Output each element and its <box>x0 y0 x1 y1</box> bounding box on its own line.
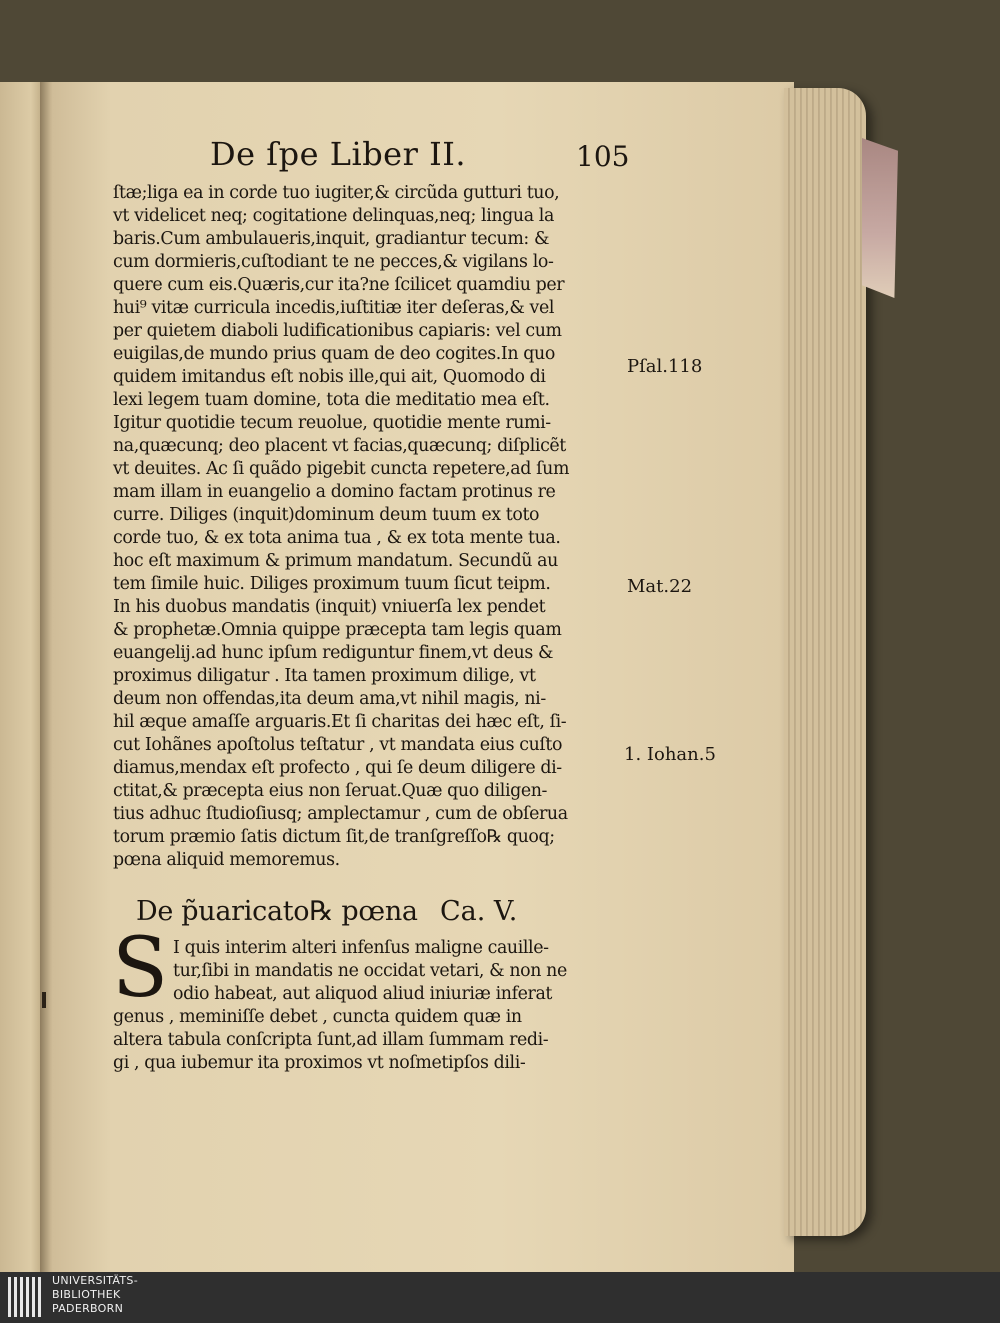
library-logo-icon <box>8 1277 46 1317</box>
text-line: tius adhuc ſtudioſiusq; amplectamur , cum de obſerua <box>113 804 568 824</box>
library-name-line: UNIVERSITÄTS- <box>52 1274 138 1287</box>
text-line: torum præmio ſatis dictum ſit,de tranſgreſſo℞ quoq; <box>113 827 555 847</box>
text-line: In his duobus mandatis (inquit) vniuerſa lex pendet <box>113 597 546 617</box>
text-line: diamus,mendax eſt profecto , qui ſe deum diligere di- <box>113 758 562 778</box>
text-line: deum non offendas,ita deum ama,vt nihil magis, ni- <box>113 689 546 709</box>
chapter-heading: De p̃uaricato℞ pœna <box>136 896 418 927</box>
drop-capital: S <box>112 921 169 1016</box>
text-line: euangelij.ad hunc ipſum rediguntur finem,vt deus & <box>113 643 554 663</box>
text-line: quere cum eis.Quæris,cur ita?ne ſcilicet quamdiu per <box>113 275 565 295</box>
margin-note: 1. Iohan.5 <box>624 744 716 765</box>
text-line: hil æque amaſſe arguaris.Et ſi charitas dei hæc eſt, ſi- <box>113 712 567 732</box>
text-line: & prophetæ.Omnia quippe præcepta tam legis quam <box>113 620 562 640</box>
text-line: na,quæcunq; deo placent vt facias,quæcunq; diſplicẽt <box>113 436 566 456</box>
text-line: ſtæ;liga ea in corde tuo iugiter,& circũda gutturi tuo, <box>113 183 560 203</box>
margin-note: Mat.22 <box>627 576 693 597</box>
text-line: odio habeat, aut aliquod aliud iniuriæ inferat <box>173 984 552 1004</box>
left-page-mark <box>42 992 46 1008</box>
text-line: cum dormieris,cuſtodiant te ne pecces,& vigilans lo- <box>113 252 554 272</box>
text-line: gi , qua iubemur ita proximos vt noſmetipſos dili- <box>113 1053 526 1073</box>
library-footer <box>0 1272 1000 1323</box>
left-page-edge <box>0 82 44 1272</box>
text-line: proximus diligatur . Ita tamen proximum dilige, vt <box>113 666 536 686</box>
text-line: curre. Diliges (inquit)dominum deum tuum ex toto <box>113 505 540 525</box>
text-line: vt deuites. Ac ſi quãdo pigebit cuncta repetere,ad ſum <box>113 459 570 479</box>
text-line: hui⁹ vitæ curricula incedis,iuſtitiæ iter deſeras,& vel <box>113 298 555 318</box>
text-line: pœna aliquid memoremus. <box>113 850 340 870</box>
text-line: baris.Cum ambulaueris,inquit, gradiantur tecum: & <box>113 229 550 249</box>
text-line: I quis interim alteri infenſus maligne cauille- <box>173 938 549 958</box>
text-line: cut Iohãnes apoſtolus teſtatur , vt mandata eius cuſto <box>113 735 563 755</box>
text-line: tem ſimile huic. Diliges proximum tuum ſicut teipm. <box>113 574 551 594</box>
text-line: euigilas,de mundo prius quam de deo cogites.In quo <box>113 344 555 364</box>
text-line: corde tuo, & ex tota anima tua , & ex tota mente tua. <box>113 528 561 548</box>
text-line: Igitur quotidie tecum reuolue, quotidie mente rumi- <box>113 413 551 433</box>
chapter-label: Ca. V. <box>440 896 518 927</box>
page-number: 105 <box>576 140 630 173</box>
text-line: lexi legem tuam domine, tota die meditatio mea eſt. <box>113 390 550 410</box>
text-line: vt videlicet neq; cogitatione delinquas,neq; lingua la <box>113 206 554 226</box>
book-tab <box>862 138 898 298</box>
running-head-title: De ſpe Liber II. <box>210 135 467 173</box>
text-line: ctitat,& præcepta eius non ſeruat.Quæ quo diligen- <box>113 781 548 801</box>
text-line: hoc eſt maximum & primum mandatum. Secundũ au <box>113 551 558 571</box>
text-line: altera tabula conſcripta ſunt,ad illam ſummam redi- <box>113 1030 549 1050</box>
text-line: quidem imitandus eſt nobis ille,qui ait, Quomodo di <box>113 367 546 387</box>
text-line: genus , meminiſſe debet , cuncta quidem quæ in <box>113 1007 522 1027</box>
text-line: per quietem diaboli ludificationibus capiaris: vel cum <box>113 321 562 341</box>
margin-note: Pſal.118 <box>627 356 703 377</box>
library-name-line: PADERBORN <box>52 1302 124 1315</box>
text-line: tur,ſibi in mandatis ne occidat vetari, & non ne <box>173 961 567 981</box>
text-line: mam illam in euangelio a domino factam protinus re <box>113 482 556 502</box>
library-name-line: BIBLIOTHEK <box>52 1288 121 1301</box>
page-edges <box>784 88 866 1236</box>
